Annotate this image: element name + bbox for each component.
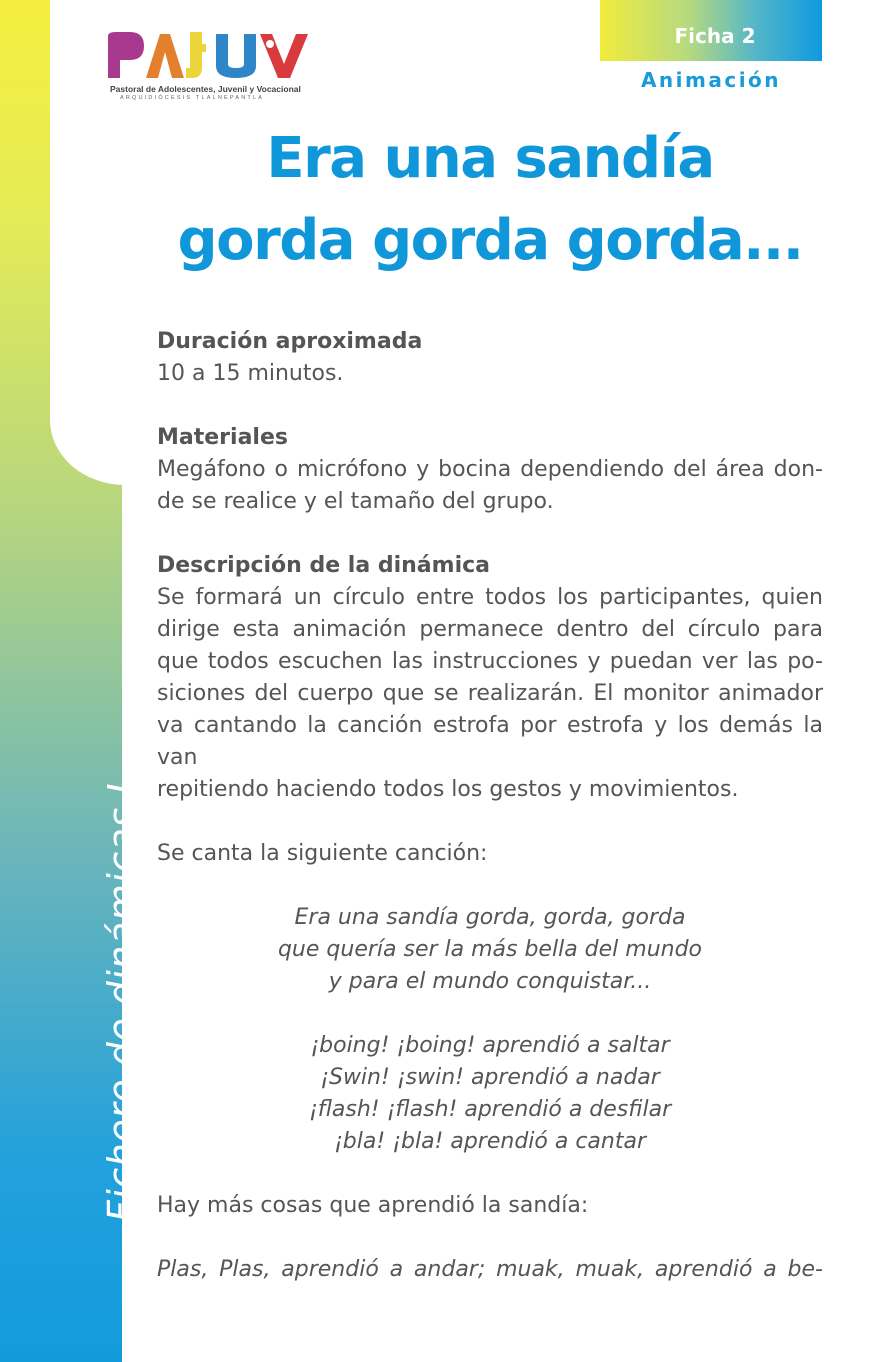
logo-subtitle: Pastoral de Adolescentes, Juvenil y Vocacional <box>110 84 301 94</box>
materials-heading: Materiales <box>157 425 288 450</box>
song-line: que quería ser la más bella del mundo <box>277 937 703 962</box>
section-label: Animación <box>640 68 782 92</box>
song-line: ¡flash! ¡flash! aprendió a desfilar <box>308 1097 672 1122</box>
song-line: ¡Swin! ¡swin! aprendió a nadar <box>320 1065 660 1090</box>
duration-heading: Duración aproximada <box>157 329 423 354</box>
last-line: Plas, Plas, aprendió a andar; muak, muak, aprendió a be- <box>157 1257 823 1282</box>
song-intro: Se canta la siguiente canción: <box>157 841 488 866</box>
description-heading: Descripción de la dinámica <box>157 553 490 578</box>
song-line: Era una sandía gorda, gorda, gorda <box>294 905 686 930</box>
duration-text: 10 a 15 minutos. <box>157 361 344 386</box>
song-line: ¡boing! ¡boing! aprendió a saltar <box>310 1033 670 1058</box>
description-line: dirige esta animación permanece dentro del círculo para <box>157 617 823 642</box>
title-line-1: Era una sandía <box>266 126 714 191</box>
ficha-label: Ficha 2 <box>674 24 756 48</box>
more-text: Hay más cosas que aprendió la sandía: <box>157 1193 589 1218</box>
logo-archdiocese: ARQUIDIÓCESIS TLALNEPANTLA <box>120 95 265 101</box>
materials-line: Megáfono o micrófono y bocina dependiendo del área don- <box>157 457 823 482</box>
pajuv-logo-letters <box>106 30 312 80</box>
ficha-badge <box>600 0 822 61</box>
description-line: siciones del cuerpo que se realizarán. El monitor animador <box>157 681 823 706</box>
description-line: repitiendo haciendo todos los gestos y movimientos. <box>157 777 739 802</box>
description-line: que todos escuchen las instrucciones y puedan ver las po- <box>157 649 823 674</box>
content-body <box>157 326 823 1286</box>
description-line: Se formará un círculo entre todos los participantes, quien <box>157 585 823 610</box>
series-title: Fichero de dinámicas I <box>100 782 144 1222</box>
song-line: ¡bla! ¡bla! aprendió a cantar <box>333 1129 647 1154</box>
song-line: y para el mundo conquistar... <box>328 969 652 994</box>
page-title <box>122 118 858 282</box>
description-line: va cantando la canción estrofa por estrofa y los demás la van <box>157 713 823 770</box>
materials-line: de se realice y el tamaño del grupo. <box>157 489 554 514</box>
pajuv-logo <box>106 30 312 104</box>
title-line-2: gorda gorda gorda... <box>177 208 803 273</box>
